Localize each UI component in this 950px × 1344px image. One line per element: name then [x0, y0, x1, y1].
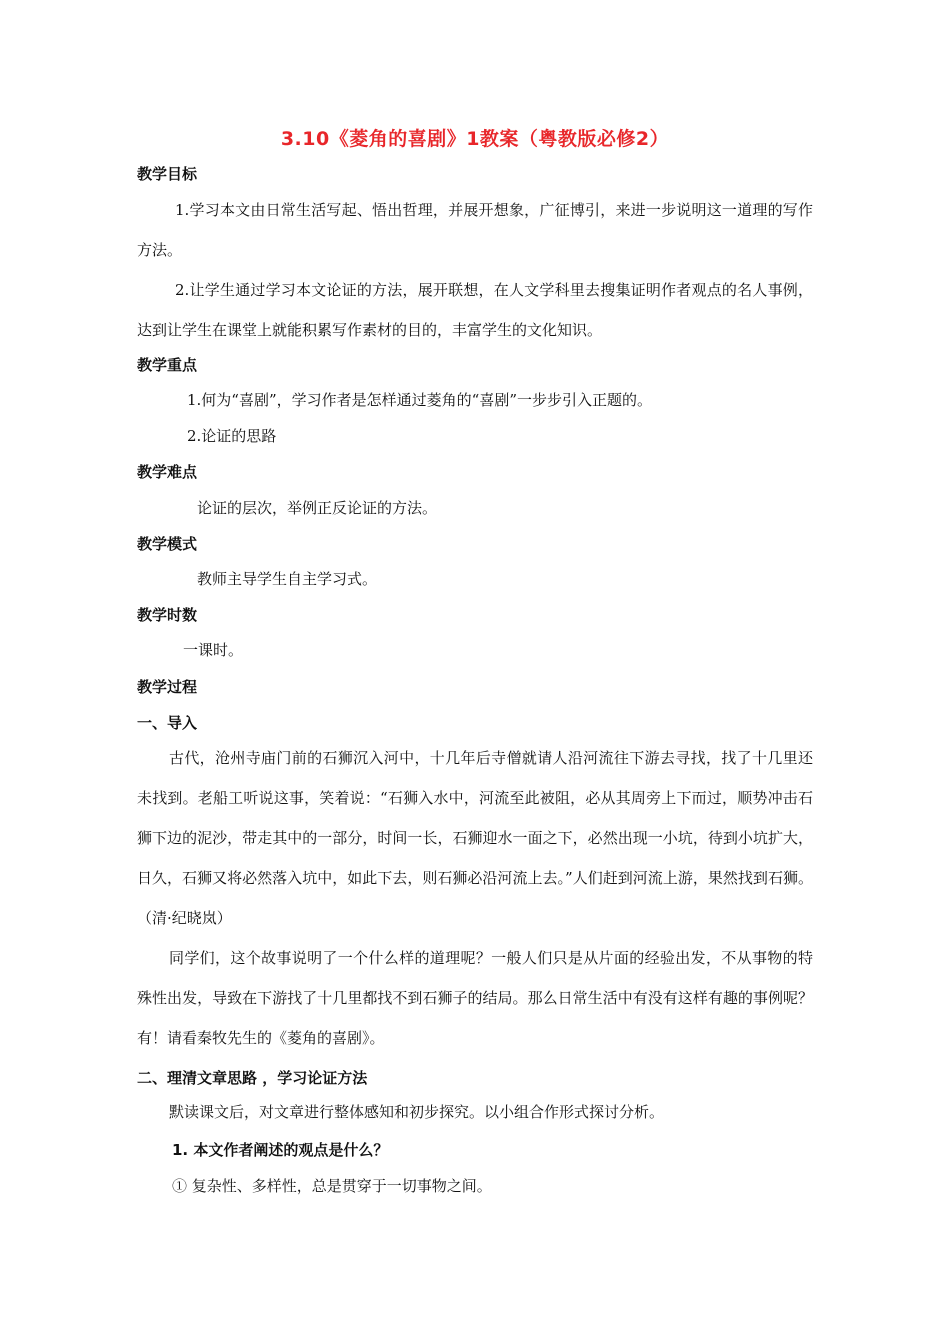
mode-text: 教师主导学生自主学习式。 [197, 570, 378, 588]
key-point-item-1: 1.何为“喜剧”，学习作者是怎样通过菱角的“喜剧”一步步引入正题的。 [187, 391, 652, 409]
heading-process: 教学过程 [137, 678, 198, 696]
objective-item-2: 2.让学生通过学习本文论证的方法，展开联想，在人文学科里去搜集证明作者观点的名人事例，达到让学生在课堂上就能积累写作素材的目的，丰富学生的文化知识。 [137, 281, 813, 339]
hours-text: 一课时。 [183, 641, 244, 659]
heading-hours: 教学时数 [137, 606, 198, 624]
difficulties-text: 论证的层次，举例正反论证的方法。 [197, 499, 438, 517]
heading-part-2: 二、理清文章思路 ，学习论证方法 [137, 1069, 368, 1087]
part2-paragraph-1: 默读课文后，对文章进行整体感知和初步探究。以小组合作形式探讨分析。 [169, 1103, 665, 1121]
intro-paragraph-1: 古代，沧州寺庙门前的石狮沉入河中，十几年后寺僧就请人沿河流往下游去寻找，找了十几里还未找到。老船工听说这事，笑着说：“石狮入水中，河流至此被阻，必从其周旁上下而过，顺势冲击石狮下边的泥沙，带走其中的一部分，时间一长，石狮迎水一面之下，必然出现一小坑，待到小坑扩大，日久，石狮又将必然落入坑中，如此下去，则石狮必沿河流上去。”人们赶到河流上游，果然找到石狮。（清·纪晓岚） [137, 749, 813, 927]
objective-item-1: 1.学习本文由日常生活写起、悟出哲理，并展开想象，广征博引，来进一步说明这一道理的写作方法。 [137, 201, 813, 259]
heading-difficulties: 教学难点 [137, 463, 198, 481]
heading-key-points: 教学重点 [137, 356, 198, 374]
answer-1: ① 复杂性、多样性，总是贯穿于一切事物之间。 [172, 1177, 492, 1195]
key-point-item-2: 2.论证的思路 [187, 427, 277, 445]
question-1: 1. 本文作者阐述的观点是什么？ [172, 1141, 389, 1159]
intro-paragraph-2: 同学们，这个故事说明了一个什么样的道理呢？一般人们只是从片面的经验出发，不从事物的特殊性出发，导致在下游找了十几里都找不到石狮子的结局。那么日常生活中有没有这样有趣的事例呢？有！请看秦牧先生的《菱角的喜剧》。 [137, 949, 813, 1047]
heading-mode: 教学模式 [137, 535, 198, 553]
heading-intro: 一、导入 [137, 714, 198, 732]
document-title: 3.10《菱角的喜剧》1教案（粤教版必修2） [280, 128, 670, 150]
heading-objectives: 教学目标 [137, 165, 198, 183]
